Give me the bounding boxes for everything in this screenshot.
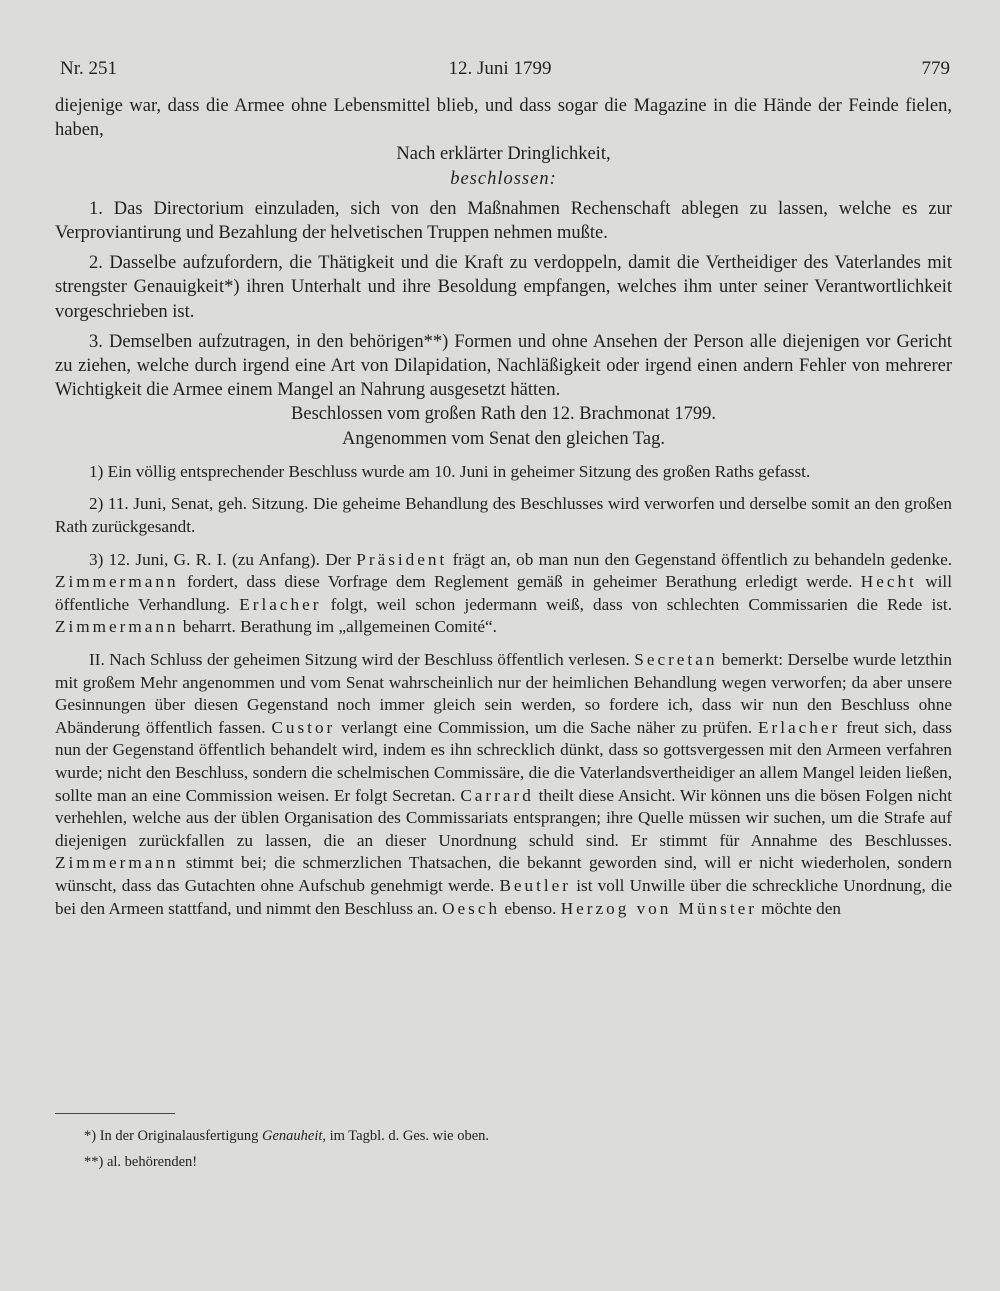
speaker-name: Erlacher — [758, 717, 841, 737]
speaker-name: Präsident — [356, 549, 448, 569]
speaker-name: Carrard — [460, 785, 534, 805]
resolution-item-3: 3. Demselben aufzutragen, in den behörigen**) Formen und ohne Ansehen der Person alle diejenigen vor Gericht zu ziehen, welche durch irgend eine Art von Dilapidation, Nachläßigkeit oder irgend einen andern Fehler von mehrerer Wichtigkeit die Armee einem Mangel an Nahrung ausgesetzt hätten. — [55, 331, 952, 401]
speaker-name: Erlacher — [239, 594, 322, 614]
speaker-name: Zimmermann — [55, 572, 179, 592]
resolution-item-1: 1. Das Directorium einzuladen, sich von den Maßnahmen Rechenschaft ablegen zu lassen, welche es zur Verproviantirung und Bezahlung der helvetischen Truppen nehmen mußte. — [55, 198, 952, 244]
speaker-name: Beutler — [499, 875, 572, 895]
footnote-divider — [55, 1113, 175, 1114]
resolution-item-2: 2. Dasselbe aufzufordern, die Thätigkeit und die Kraft zu verdoppeln, damit die Vertheidiger des Vaterlandes mit strengster Genauigkeit*) ihren Unterhalt und ihre Besoldung empfangen, welches ihm unter seiner Verantwortlichkeit vorgeschrieben ist. — [55, 253, 952, 322]
opening-paragraph: diejenige war, dass die Armee ohne Lebensmittel blieb, und dass sogar die Magazine in die Hände der Feinde fielen, haben, — [55, 96, 952, 141]
urgency-line: Nach erklärter Dringlichkeit, — [396, 144, 611, 165]
speaker-name: Custor — [271, 717, 336, 737]
resolved-heading: beschlossen: — [450, 168, 557, 189]
note-2: 2) 11. Juni, Senat, geh. Sitzung. Die geheime Behandlung des Beschlusses wird verworfen und derselbe somit an den großen Rath zurückgesandt. — [55, 494, 952, 537]
speaker-name: Zimmermann — [55, 853, 179, 873]
footnote-2: **) al. behörenden! — [84, 1154, 198, 1170]
senate-acceptance-line: Angenommen vom Senat den gleichen Tag. — [341, 428, 666, 449]
note-1: 1) Ein völlig entsprechender Beschluss wurde am 10. Juni in geheimer Sitzung des großen Raths gefasst. — [89, 461, 811, 481]
speaker-name: Hecht — [860, 572, 917, 592]
document-number: Nr. 251 — [60, 58, 117, 79]
council-resolution-line: Beschlossen vom großen Rath den 12. Brachmonat 1799. — [291, 404, 716, 425]
speaker-name: Zimmermann — [55, 617, 179, 637]
note-4: II. Nach Schluss der geheimen Sitzung wird der Beschluss öffentlich verlesen. Secretan bemerkt: Derselbe wurde letzthin mit großem Mehr angenommen und vom Senat wahrscheinlich nur der heimlichen Behandlung wegen verworfen; da aber unsere Gesinnungen über diesen Gegenstand noch immer gleich sein werden, so fordere ich, dass wir nun den Beschluss ohne Abänderung öffentlich fassen. Custor verlangt eine Commission, um die Sache näher zu prüfen. Erlacher freut sich, dass nun der Gegenstand öffentlich behandelt wird, indem es ihn schrecklich dünkt, dass so gottsvergessen mit den Armeen verfahren wurde; nicht den Beschluss, sondern die schelmischen Commissäre, die die Vaterlandsvertheidiger an allem Mangel leiden ließen, sollte man an eine Commission weisen. Er folgt Secretan. Carrard theilt diese Ansicht. Wir können uns die bösen Folgen nicht verhehlen, welche aus der üblen Organisation des Commissariats entsprangen; ihre Quelle müssen wir suchen, um die Strafe auf diejenigen zurückfallen zu lassen, die an dieser Unordnung schuld sind. Er stimmt für Annahme des Beschlusses. Zimmermann stimmt bei; die schmerzlichen Thatsachen, die bekannt geworden sind, will er nicht wiederholen, sondern wünscht, dass das Gutachten ohne Aufschub genehmigt werde. Beutler ist voll Unwille über die schreckliche Unordnung, die bei den Armeen stattfand, und nimmt den Beschluss an. Oesch ebenso. Herzog von Münster möchte den — [55, 650, 953, 918]
main-text — [55, 94, 952, 920]
page-number: 779 — [921, 58, 950, 79]
note-3: 3) 12. Juni, G. R. I. (zu Anfang). Der Präsident frägt an, ob man nun den Gegenstand öffentlich zu behandeln gedenke. Zimmermann fordert, dass diese Vorfrage dem Reglement gemäß in geheimer Berathung erledigt werde. Hecht will öffentliche Verhandlung. Erlacher folgt, weil schon jedermann weiß, dass von schlechten Commissarien die Rede ist. Zimmermann beharrt. Berathung im „allgemeinen Comité“. — [55, 549, 952, 637]
speaker-name: Herzog von Münster — [560, 898, 757, 918]
speaker-name: Secretan — [634, 650, 718, 669]
page-date: 12. Juni 1799 — [448, 58, 552, 79]
footnote-1: *) In der Originalausfertigung Genauheit, im Tagbl. d. Ges. wie oben. — [84, 1128, 490, 1144]
editorial-notes — [55, 461, 952, 920]
speaker-name: Oesch — [442, 898, 501, 918]
